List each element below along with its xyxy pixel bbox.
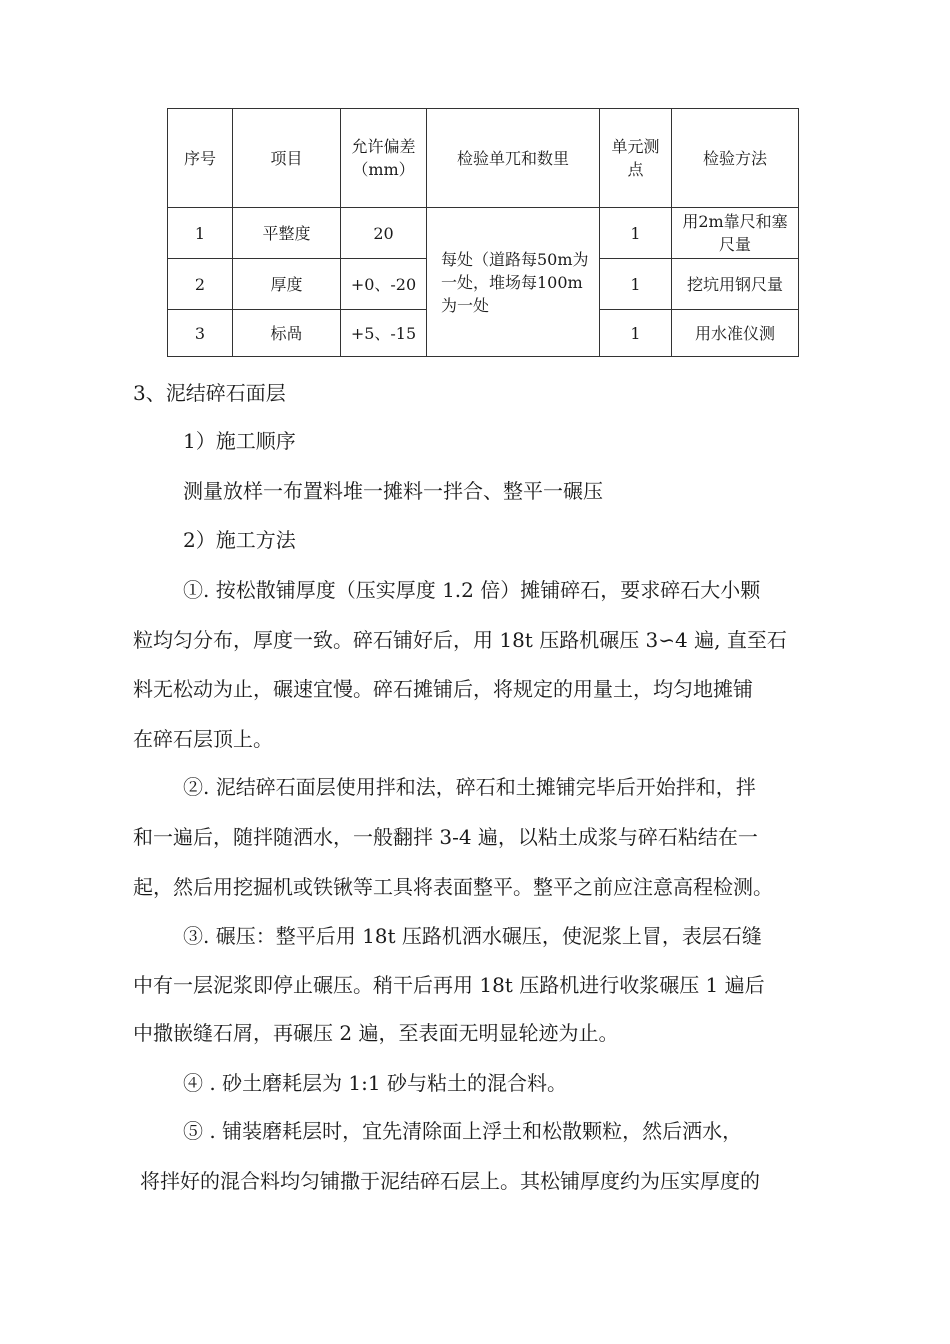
paragraph-line: 在碎石层顶上。 xyxy=(133,727,273,751)
row-number: 3 xyxy=(168,310,233,357)
row-number: 2 xyxy=(168,259,233,310)
row-tolerance: 20 xyxy=(341,208,427,259)
merged-unit-cell: 每处（道路每50m为一处，堆场每100m为一处 xyxy=(427,208,600,357)
paragraph-line: 和一遍后，随拌随洒水，一般翻拌 3-4 遍，以粘土成浆与碎石粘结在一 xyxy=(133,825,758,849)
header-cell: 序号 xyxy=(168,109,233,208)
paragraph-line: ④ . 砂土磨耗层为 1:1 砂与粘土的混合料。 xyxy=(183,1071,567,1095)
tolerance-table xyxy=(167,108,799,357)
paragraph-line: ①. 按松散铺厚度（压实厚度 1.2 倍）摊铺碎石，要求碎石大小颗 xyxy=(183,578,761,602)
header-cell: 检验单兀和数里 xyxy=(427,109,600,208)
row-method: 用水准仪测 xyxy=(672,310,799,357)
row-item: 平整度 xyxy=(233,208,341,259)
row-method: 用2m靠尺和塞尺量 xyxy=(672,208,799,259)
paragraph-line: ③. 碾压：整平后用 18t 压路机洒水碾压，使泥浆上冒，表层石缝 xyxy=(183,924,762,948)
section-heading: 3、泥结碎石面层 xyxy=(133,381,286,405)
paragraph-line: 将拌好的混合料均匀铺撒于泥结碎石层上。其松铺厚度约为压实厚度的 xyxy=(140,1169,760,1193)
row-points: 1 xyxy=(600,259,672,310)
paragraph-line: 粒均匀分布，厚度一致。碎石铺好后，用 18t 压路机碾压 3∽4 遍, 直至石 xyxy=(133,628,787,652)
header-cell: 检验方法 xyxy=(672,109,799,208)
table-header-row xyxy=(168,109,799,208)
header-cell: 允许偏差（mm） xyxy=(341,109,427,208)
sub-heading: 2）施工方法 xyxy=(183,528,296,552)
row-method: 挖坑用钢尺量 xyxy=(672,259,799,310)
paragraph-line: 料无松动为止，碾速宜慢。碎石摊铺后，将规定的用量土，均匀地摊铺 xyxy=(133,677,753,701)
row-tolerance: +0、-20 xyxy=(341,259,427,310)
paragraph-line: ⑤ . 铺装磨耗层时，宜先清除面上浮土和松散颗粒，然后洒水， xyxy=(183,1119,743,1143)
paragraph-line: 中撒嵌缝石屑，再碾压 2 遍，至表面无明显轮迹为止。 xyxy=(133,1021,619,1045)
paragraph-line: 起，然后用挖掘机或铁锹等工具将表面整平。整平之前应注意高程检测。 xyxy=(133,875,773,899)
row-points: 1 xyxy=(600,208,672,259)
table-row xyxy=(168,208,799,259)
sub-heading: 1）施工顺序 xyxy=(183,429,296,453)
row-number: 1 xyxy=(168,208,233,259)
row-item: 标咼 xyxy=(233,310,341,357)
row-tolerance: +5、-15 xyxy=(341,310,427,357)
header-cell: 项目 xyxy=(233,109,341,208)
sequence-text: 测量放样一布置料堆一摊料一拌合、整平一碾压 xyxy=(183,479,603,503)
paragraph-line: 中有一层泥浆即停止碾压。稍干后再用 18t 压路机进行收浆碾压 1 遍后 xyxy=(133,973,765,997)
paragraph-line: ②. 泥结碎石面层使用拌和法，碎石和土摊铺完毕后开始拌和，拌 xyxy=(183,775,756,799)
row-item: 厚度 xyxy=(233,259,341,310)
row-points: 1 xyxy=(600,310,672,357)
header-cell: 单元测点 xyxy=(600,109,672,208)
